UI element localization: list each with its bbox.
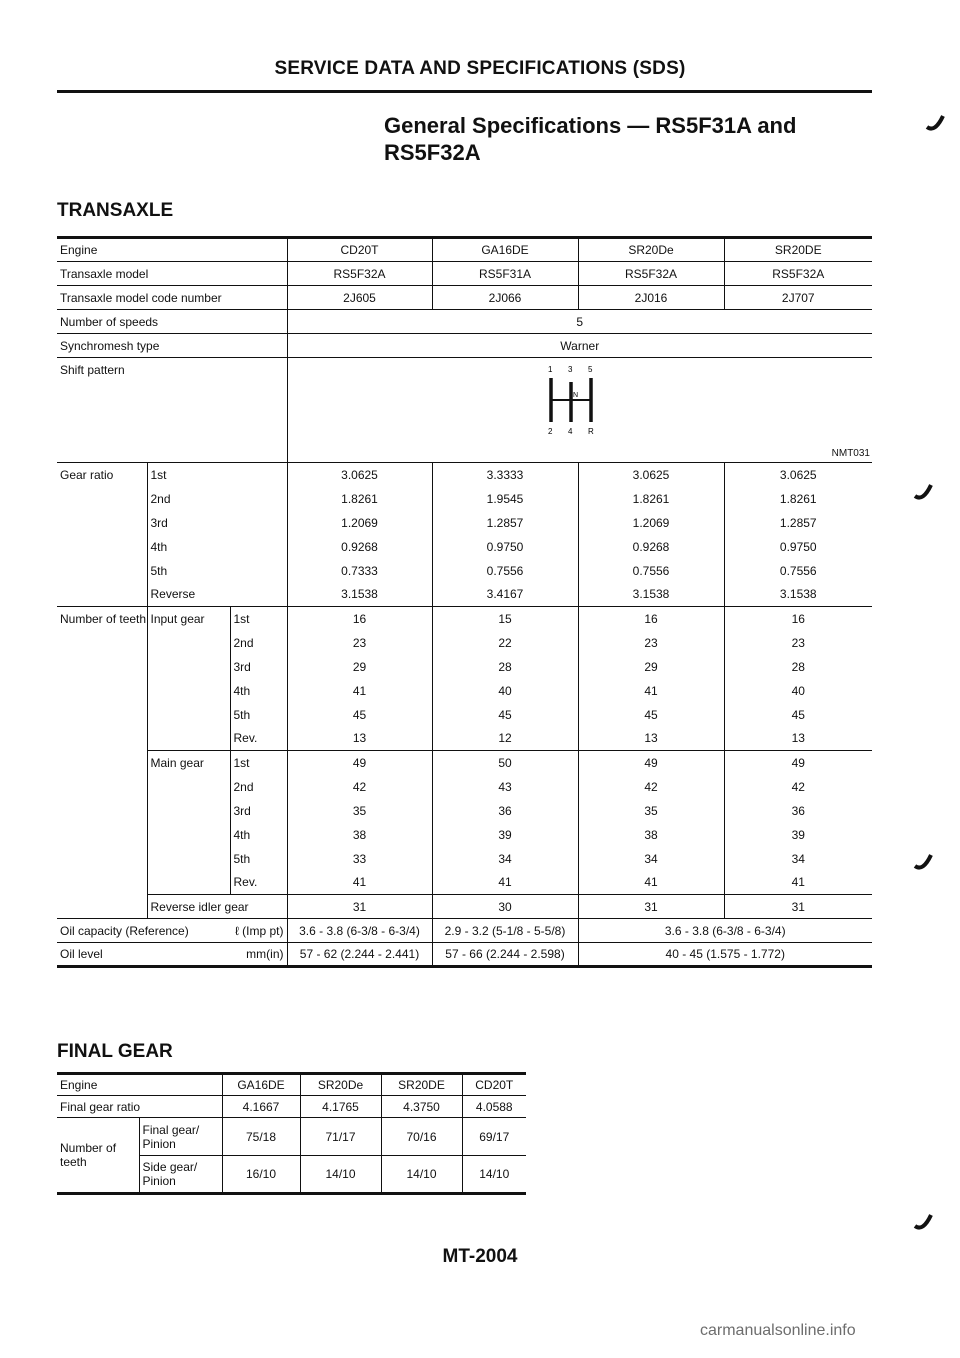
- gear-label: 3rd: [230, 655, 287, 679]
- teeth-cell: 40: [724, 679, 872, 703]
- ratio-cell: 0.7556: [724, 559, 872, 583]
- teeth-cell: 34: [432, 847, 578, 871]
- ratio-cell: 4.1765: [300, 1096, 381, 1118]
- teeth-cell: 70/16: [381, 1118, 462, 1156]
- ratio-cell: 1.8261: [724, 487, 872, 511]
- table-row: [57, 751, 872, 775]
- gear-label: 5th: [147, 559, 287, 583]
- teeth-cell: 34: [724, 847, 872, 871]
- oil-level-label: [57, 943, 287, 967]
- teeth-cell: 75/18: [222, 1118, 300, 1156]
- ratio-cell: 1.2069: [287, 511, 432, 535]
- row-label: Shift pattern: [57, 358, 287, 463]
- model-cell: RS5F32A: [724, 262, 872, 286]
- engine-cell: SR20DE: [724, 238, 872, 262]
- table-row: [57, 1096, 526, 1118]
- oil-capacity-label: [57, 919, 287, 943]
- teeth-cell: 31: [578, 895, 724, 919]
- teeth-cell: 29: [287, 655, 432, 679]
- teeth-cell: 49: [724, 751, 872, 775]
- engine-cell: GA16DE: [222, 1074, 300, 1096]
- oil-level-text: Oil level: [60, 947, 103, 961]
- gear-label: 1st: [230, 751, 287, 775]
- oil-capacity-cell: 3.6 - 3.8 (6-3/8 - 6-3/4): [578, 919, 872, 943]
- ratio-cell: 3.1538: [724, 583, 872, 607]
- table-row: [57, 919, 872, 943]
- ratio-cell: 0.7333: [287, 559, 432, 583]
- table-row: [57, 238, 872, 262]
- teeth-cell: 41: [287, 871, 432, 895]
- table-row: [57, 1074, 526, 1096]
- ratio-cell: 0.7556: [578, 559, 724, 583]
- model-code-cell: 2J066: [432, 286, 578, 310]
- gear-label: 4th: [147, 535, 287, 559]
- shift-label-top: 5: [587, 365, 592, 374]
- teeth-cell: 45: [432, 703, 578, 727]
- ratio-cell: 1.2857: [724, 511, 872, 535]
- teeth-cell: 29: [578, 655, 724, 679]
- side-pinion-label: Side gear/ Pinion: [139, 1156, 222, 1194]
- row-label: Engine: [57, 238, 287, 262]
- teeth-cell: 49: [287, 751, 432, 775]
- table-row: [57, 511, 872, 535]
- number-of-teeth-label: Number of teeth: [60, 1141, 117, 1169]
- oil-level-cell: 40 - 45 (1.575 - 1.772): [578, 943, 872, 967]
- teeth-cell: 13: [578, 727, 724, 751]
- model-code-cell: 2J707: [724, 286, 872, 310]
- ratio-cell: 1.2857: [432, 511, 578, 535]
- ratio-cell: 1.8261: [287, 487, 432, 511]
- teeth-cell: 41: [578, 679, 724, 703]
- model-code-cell: 2J016: [578, 286, 724, 310]
- ratio-cell: 4.3750: [381, 1096, 462, 1118]
- gear-ratio-label: Gear ratio: [57, 463, 147, 607]
- teeth-cell: 22: [432, 631, 578, 655]
- teeth-cell: 45: [287, 703, 432, 727]
- teeth-cell: 49: [578, 751, 724, 775]
- transaxle-spec-table: [57, 236, 872, 968]
- teeth-cell: 43: [432, 775, 578, 799]
- final-pinion-label: Final gear/ Pinion: [139, 1118, 222, 1156]
- model-cell: RS5F32A: [578, 262, 724, 286]
- teeth-cell: 16/10: [222, 1156, 300, 1194]
- table-row: [57, 535, 872, 559]
- teeth-cell: 23: [287, 631, 432, 655]
- teeth-cell: 38: [578, 823, 724, 847]
- teeth-cell: 38: [287, 823, 432, 847]
- teeth-cell: 45: [578, 703, 724, 727]
- oil-capacity-text: Oil capacity (Reference): [60, 923, 189, 938]
- teeth-cell: 42: [287, 775, 432, 799]
- ratio-cell: 3.0625: [578, 463, 724, 487]
- teeth-cell: 71/17: [300, 1118, 381, 1156]
- oil-level-cell: 57 - 66 (2.244 - 2.598): [432, 943, 578, 967]
- teeth-cell: 16: [724, 607, 872, 631]
- teeth-cell: 15: [432, 607, 578, 631]
- teeth-cell: 42: [578, 775, 724, 799]
- teeth-cell: 31: [724, 895, 872, 919]
- row-label: Transaxle model: [57, 262, 287, 286]
- watermark-text: carmanualsonline.info: [700, 1322, 856, 1339]
- subtitle-line-2: RS5F32A: [384, 140, 481, 165]
- teeth-cell: 28: [724, 655, 872, 679]
- gear-label: 5th: [230, 703, 287, 727]
- main-gear-label: Main gear: [147, 751, 230, 895]
- shift-label-bottom: 4: [567, 427, 572, 436]
- teeth-cell: 69/17: [462, 1118, 526, 1156]
- teeth-cell: 41: [432, 871, 578, 895]
- header-rule: [57, 90, 872, 93]
- table-row: [57, 463, 872, 487]
- engine-cell: SR20De: [578, 238, 724, 262]
- oil-level-cell: 57 - 62 (2.244 - 2.441): [287, 943, 432, 967]
- teeth-cell: 45: [724, 703, 872, 727]
- input-gear-label: Input gear: [147, 607, 230, 751]
- number-of-teeth-label: Number of teeth: [57, 607, 147, 919]
- page-header: SERVICE DATA AND SPECIFICATIONS (SDS): [274, 58, 686, 79]
- ratio-cell: 4.0588: [462, 1096, 526, 1118]
- synchromesh-cell: Warner: [287, 334, 872, 358]
- teeth-cell: 13: [724, 727, 872, 751]
- margin-tick-icon: [913, 482, 935, 504]
- engine-cell: CD20T: [287, 238, 432, 262]
- table-row: [57, 583, 872, 607]
- ratio-cell: 0.9750: [432, 535, 578, 559]
- shift-label-top: 1: [547, 365, 552, 374]
- ratio-cell: 3.1538: [578, 583, 724, 607]
- ratio-cell: 3.4167: [432, 583, 578, 607]
- reverse-idler-label: Reverse idler gear: [147, 895, 287, 919]
- shift-label-bottom: 2: [547, 427, 552, 436]
- margin-tick-icon: [913, 1212, 935, 1234]
- final-gear-section-title: FINAL GEAR: [57, 1041, 173, 1062]
- transaxle-section-title: TRANSAXLE: [57, 200, 174, 221]
- row-label: Number of speeds: [57, 310, 287, 334]
- ratio-cell: 0.9268: [287, 535, 432, 559]
- model-code-cell: 2J605: [287, 286, 432, 310]
- teeth-cell: 36: [724, 799, 872, 823]
- ratio-cell: 4.1667: [222, 1096, 300, 1118]
- gear-label: Reverse: [147, 583, 287, 607]
- gear-label: 4th: [230, 679, 287, 703]
- teeth-cell: 23: [578, 631, 724, 655]
- teeth-cell: 35: [287, 799, 432, 823]
- teeth-cell: 40: [432, 679, 578, 703]
- table-row: [57, 286, 872, 310]
- table-row: [57, 358, 872, 463]
- teeth-cell: 41: [578, 871, 724, 895]
- row-label: Synchromesh type: [57, 334, 287, 358]
- teeth-cell: 16: [287, 607, 432, 631]
- teeth-cell: 41: [724, 871, 872, 895]
- teeth-cell: 23: [724, 631, 872, 655]
- table-row: [57, 895, 872, 919]
- teeth-cell: 14/10: [381, 1156, 462, 1194]
- table-row: [57, 1118, 526, 1156]
- teeth-cell: 31: [287, 895, 432, 919]
- engine-cell: SR20DE: [381, 1074, 462, 1096]
- teeth-cell: 35: [578, 799, 724, 823]
- teeth-cell: 28: [432, 655, 578, 679]
- teeth-cell: 30: [432, 895, 578, 919]
- gear-label: 3rd: [230, 799, 287, 823]
- row-label: Final gear ratio: [57, 1096, 222, 1118]
- engine-cell: CD20T: [462, 1074, 526, 1096]
- ratio-cell: 0.9750: [724, 535, 872, 559]
- gear-label: 4th: [230, 823, 287, 847]
- teeth-cell: 39: [724, 823, 872, 847]
- speeds-cell: 5: [287, 310, 872, 334]
- gear-label: 2nd: [230, 631, 287, 655]
- ratio-cell: 0.9268: [578, 535, 724, 559]
- teeth-cell: 13: [287, 727, 432, 751]
- page-number: MT-2004: [442, 1246, 518, 1267]
- teeth-cell: 34: [578, 847, 724, 871]
- ratio-cell: 1.8261: [578, 487, 724, 511]
- ratio-cell: 3.0625: [724, 463, 872, 487]
- ratio-cell: 3.3333: [432, 463, 578, 487]
- table-row: [57, 943, 872, 967]
- page-subtitle: [384, 112, 854, 166]
- shift-label-top: 3: [567, 365, 572, 374]
- shift-label-bottom: R: [587, 427, 594, 436]
- teeth-cell: 41: [287, 679, 432, 703]
- subtitle-line-1: General Specifications — RS5F31A and: [384, 113, 797, 138]
- teeth-cell: 36: [432, 799, 578, 823]
- final-gear-spec-table: [57, 1072, 526, 1195]
- row-label: Engine: [57, 1074, 222, 1096]
- teeth-cell: 42: [724, 775, 872, 799]
- model-cell: RS5F32A: [287, 262, 432, 286]
- shift-pattern-cell: [287, 358, 872, 463]
- oil-capacity-unit: ℓ (Imp pt): [234, 923, 284, 938]
- gear-label: 1st: [147, 463, 287, 487]
- table-row: [57, 607, 872, 631]
- ratio-cell: 1.9545: [432, 487, 578, 511]
- teeth-cell: 14/10: [300, 1156, 381, 1194]
- teeth-cell: 12: [432, 727, 578, 751]
- table-row: [57, 487, 872, 511]
- ratio-cell: 3.1538: [287, 583, 432, 607]
- gear-label: 1st: [230, 607, 287, 631]
- oil-capacity-cell: 3.6 - 3.8 (6-3/8 - 6-3/4): [287, 919, 432, 943]
- table-row: [57, 262, 872, 286]
- teeth-cell: 33: [287, 847, 432, 871]
- margin-tick-icon: [925, 113, 947, 135]
- gear-label: Rev.: [230, 727, 287, 751]
- oil-level-unit: mm(in): [246, 947, 284, 961]
- margin-tick-icon: [913, 852, 935, 874]
- teeth-cell: 39: [432, 823, 578, 847]
- teeth-cell: 16: [578, 607, 724, 631]
- shift-pattern-diagram: [541, 362, 621, 438]
- oil-capacity-cell: 2.9 - 3.2 (5-1/8 - 5-5/8): [432, 919, 578, 943]
- teeth-cell: 50: [432, 751, 578, 775]
- teeth-cell: 14/10: [462, 1156, 526, 1194]
- model-cell: RS5F31A: [432, 262, 578, 286]
- ratio-cell: 3.0625: [287, 463, 432, 487]
- engine-cell: SR20De: [300, 1074, 381, 1096]
- ratio-cell: 1.2069: [578, 511, 724, 535]
- diagram-code: NMT031: [831, 448, 870, 459]
- table-row: [57, 559, 872, 583]
- gear-label: 2nd: [230, 775, 287, 799]
- gear-label: 3rd: [147, 511, 287, 535]
- gear-label: 5th: [230, 847, 287, 871]
- row-label: Transaxle model code number: [57, 286, 287, 310]
- table-row: [57, 334, 872, 358]
- gear-label: 2nd: [147, 487, 287, 511]
- gear-label: Rev.: [230, 871, 287, 895]
- ratio-cell: 0.7556: [432, 559, 578, 583]
- engine-cell: GA16DE: [432, 238, 578, 262]
- table-row: [57, 310, 872, 334]
- shift-label-neutral: N: [572, 392, 578, 399]
